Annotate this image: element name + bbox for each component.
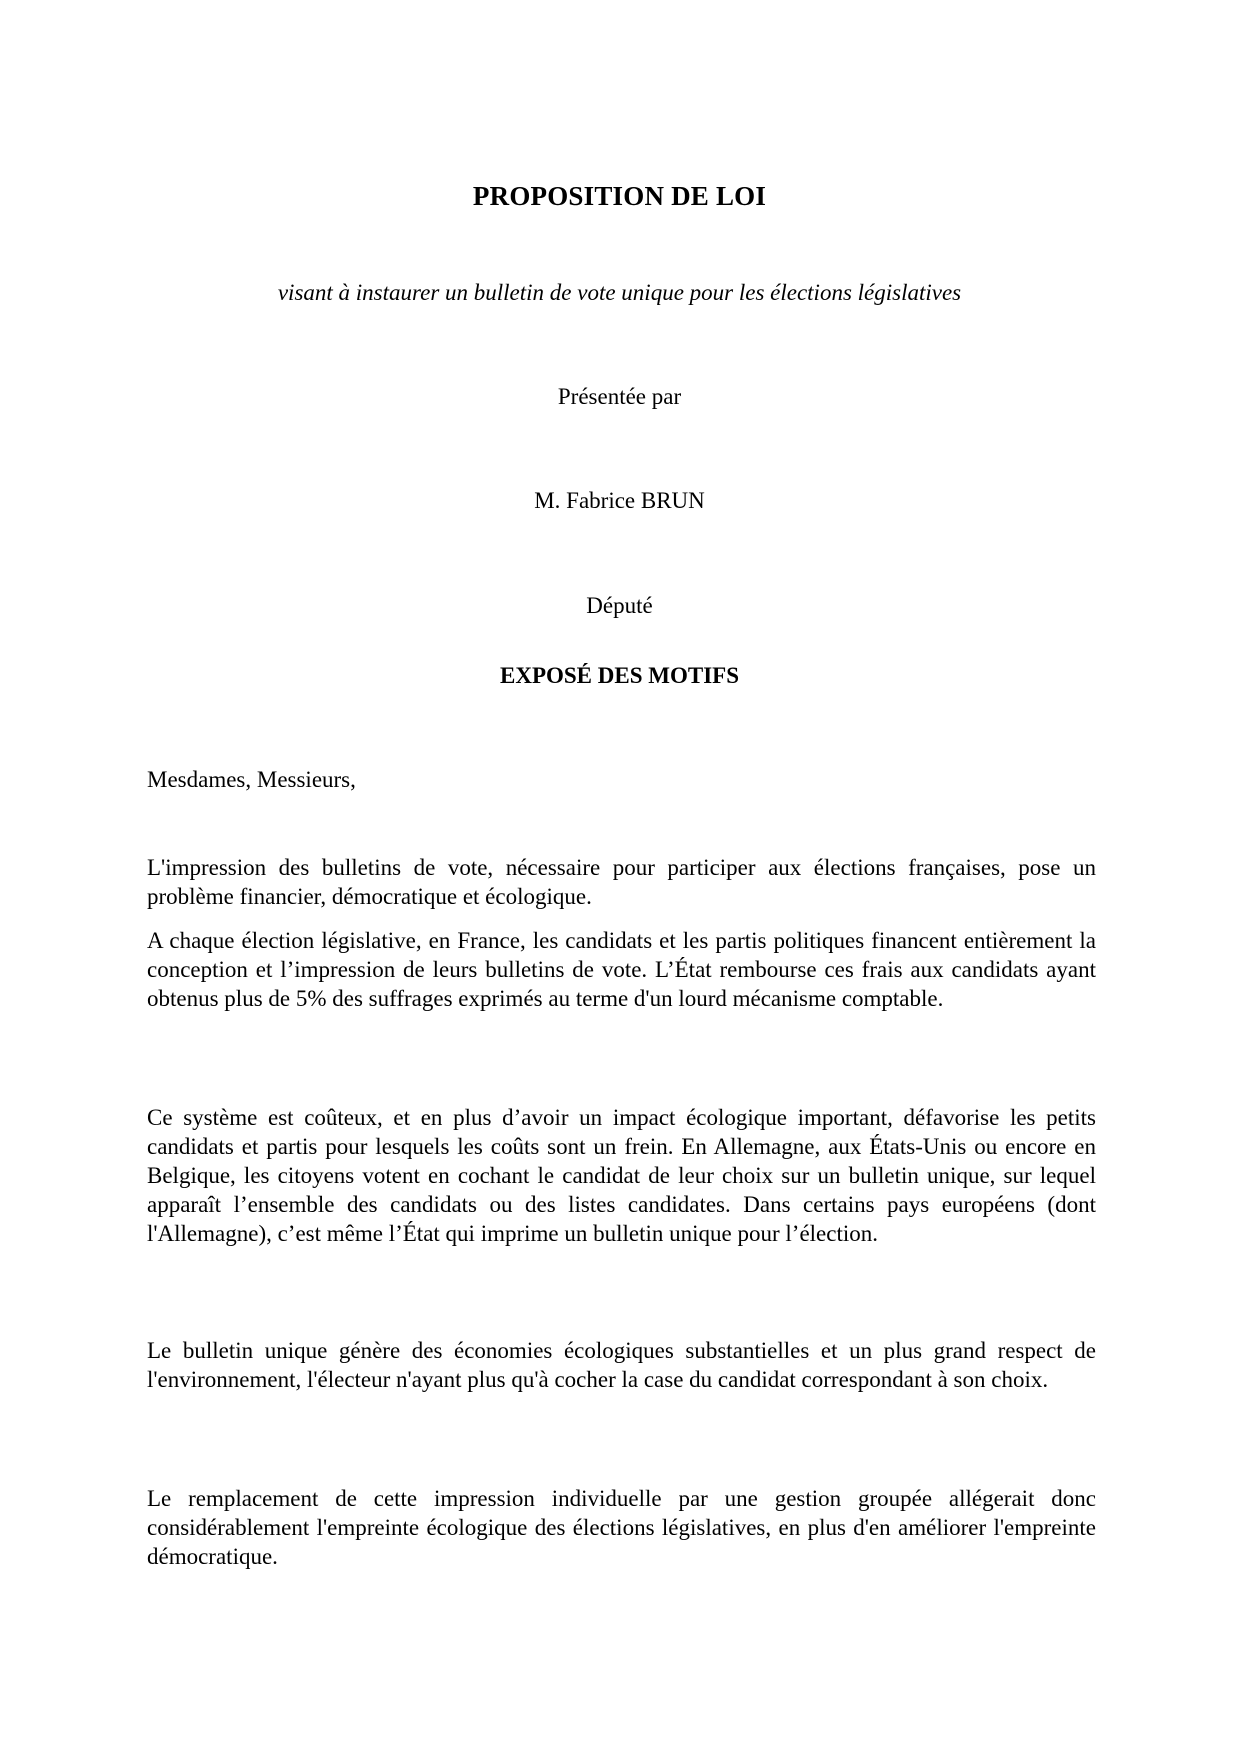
author-name: M. Fabrice BRUN bbox=[534, 488, 705, 513]
paragraph-text: L'impression des bulletins de vote, nécessaire pour participer aux élections françaises, pose un problème financier, démocratique et écologique. bbox=[147, 855, 1096, 909]
paragraph bbox=[147, 926, 1096, 1013]
document-title: PROPOSITION DE LOI bbox=[472, 181, 767, 211]
paragraph bbox=[147, 1484, 1096, 1571]
salutation-text: Mesdames, Messieurs, bbox=[147, 767, 356, 792]
presented-by-label: Présentée par bbox=[557, 384, 682, 409]
paragraph bbox=[147, 853, 1096, 911]
section-heading: EXPOSÉ DES MOTIFS bbox=[500, 663, 739, 688]
document-subtitle: visant à instaurer un bulletin de vote unique pour les élections législatives bbox=[277, 280, 962, 305]
salutation bbox=[147, 765, 1096, 794]
paragraph-text: Le bulletin unique génère des économies écologiques substantielles et un plus grand respect de l'environnement, l'électeur n'ayant plus qu'à cocher la case du candidat correspondant à son choix. bbox=[147, 1338, 1096, 1392]
author-role: Député bbox=[586, 593, 653, 618]
paragraph-text: Le remplacement de cette impression individuelle par une gestion groupée allégerait donc considérablement l'empreinte écologique des élections législatives, en plus d'en améliorer l'empreinte démocratique. bbox=[147, 1486, 1096, 1569]
paragraph-text: A chaque élection législative, en France, les candidats et les partis politiques financent entièrement la conception et l’impression de leurs bulletins de vote. L’État rembourse ces frais aux candidats ayant obtenus plus de 5% des suffrages exprimés au terme d'un lourd mécanisme comptable. bbox=[147, 928, 1096, 1011]
paragraph bbox=[147, 1336, 1096, 1394]
paragraph bbox=[147, 1103, 1096, 1248]
paragraph-text: Ce système est coûteux, et en plus d’avoir un impact écologique important, défavorise les petits candidats et partis pour lesquels les coûts sont un frein. En Allemagne, aux États-Unis ou encore en Belgique, les citoyens votent en cochant le candidat de leur choix sur un bulletin unique, sur lequel apparaît l’ensemble des candidats ou des listes candidates. Dans certains pays européens (dont l'Allemagne), c’est même l’État qui imprime un bulletin unique pour l’élection. bbox=[147, 1105, 1096, 1246]
